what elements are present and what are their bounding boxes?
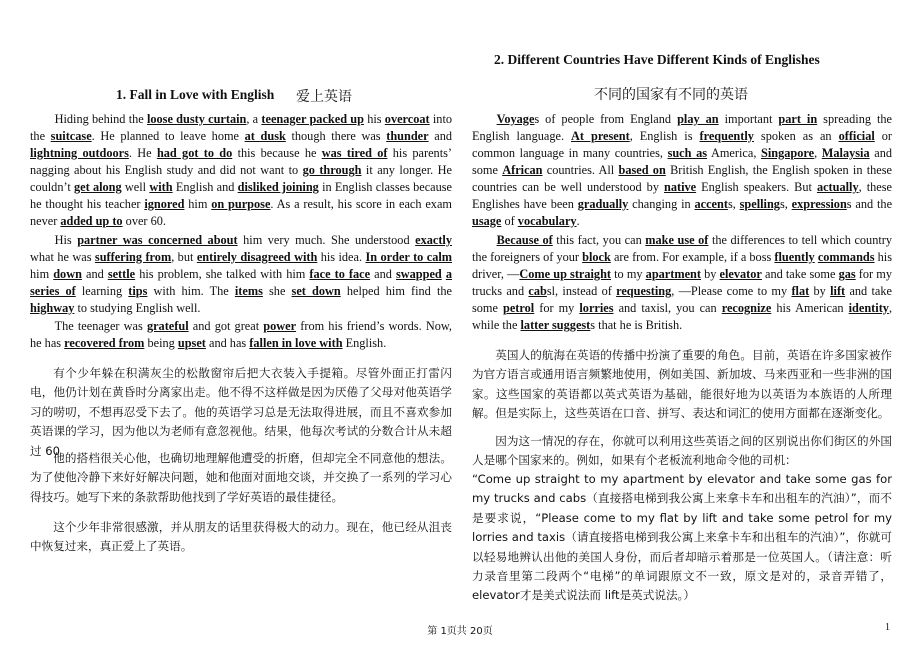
text-run: s, [779,197,792,211]
text-run: or common language in many countries, [472,129,893,160]
text-run: Hiding behind the [54,112,147,126]
text-run: for my trucks and [472,267,892,298]
text-run: sl, instead of [546,284,617,298]
key-phrase: disliked joining [237,180,319,194]
key-phrase: apartment [645,267,701,281]
article-1-translation-3 [30,518,452,557]
key-phrase: upset [177,336,206,350]
key-phrase: thunder [386,129,429,143]
key-phrase: based on [618,163,666,177]
key-phrase: was tired of [321,146,388,160]
key-phrase: go through [302,163,362,177]
key-phrase: recovered from [64,336,145,350]
key-phrase: suffering from [94,250,172,264]
text-run: him [184,197,212,211]
text-run: The teenager was [54,319,147,333]
article-1-title-cn: 爱上英语 [296,90,352,105]
text-run: it any longer. He couldn’t [30,163,452,194]
text-run: what he was [30,250,95,264]
text-run: and [428,129,452,143]
text-run: in English classes because he thought his teacher [30,180,453,211]
key-phrase: usage [472,214,502,228]
text-run: are from. For example, if a boss [610,250,775,264]
key-phrase: part in [778,112,818,126]
text-run: by [809,284,831,298]
text-run: 英国人的航海在英语的传播中扮演了重要的角色。目前，英语在许多国家被作为官方语言或通用语言频繁地使用，例如美国、新加坡、马来西亚和一些非洲的国家。这些国家的英语都以英式英语为基础，能很好地为以英语为本族语的人所理解。但是实际上，这些英语在口音、拼写、表达和词汇的使用方面都在逐渐变化。 [472,348,892,421]
key-phrase: identity [848,301,889,315]
article-2-paragraph-2 [472,232,892,334]
text-run: his idea. [317,250,366,264]
key-phrase: lift [830,284,846,298]
text-run: she [262,284,292,298]
key-phrase: face to face [309,267,371,281]
text-run: , [814,146,822,160]
text-run: English speakers. But [696,180,817,194]
key-phrase: loose dusty curtain [146,112,247,126]
text-run: his American [771,301,849,315]
key-phrase: accent [694,197,728,211]
article-1-paragraph-3 [30,318,452,352]
key-phrase: petrol [503,301,535,315]
text-run: and taxisl, you can [613,301,722,315]
page-footer: 第 1页共 20页 [427,626,493,637]
key-phrase: at dusk [244,129,286,143]
text-run: of [501,214,518,228]
text-run: English. [342,336,387,350]
text-run: from his friend’s words. Now, he has [30,319,453,350]
text-run: s, [727,197,740,211]
text-run: with him. The [147,284,235,298]
text-run: and take some [761,267,839,281]
text-run: s of people from England [534,112,678,126]
key-phrase: entirely disagreed with [196,250,318,264]
page-number: 1 [885,622,890,633]
text-run: spoken as an [753,129,839,143]
text-run: s that he is British. [590,318,683,332]
article-2-title-en: 2. Different Countries Have Different Kinds of Englishes [494,52,820,67]
text-run: over 60. [122,214,166,228]
key-phrase: Because of [496,233,553,247]
key-phrase: play an [677,112,719,126]
text-run: the differences to tell which country the foreigners of your [472,233,893,264]
key-phrase: teenager packed up [261,112,364,126]
text-run: 因为这一情况的存在，你就可以利用这些英语之间的区别说出你们街区的外国人是哪个国家来的。例如，如果有个老板流利地命令他的司机： [472,434,892,468]
text-run: helped him find the [340,284,452,298]
key-phrase: gradually [577,197,629,211]
key-phrase: expression [791,197,847,211]
text-run: , these Englishes have been [472,180,892,211]
key-phrase: commands [817,250,875,264]
key-phrase: cab [528,284,547,298]
text-run: s and the [846,197,893,211]
text-run: and some [472,146,892,177]
key-phrase: block [582,250,611,264]
key-phrase: items [234,284,263,298]
key-phrase: requesting [616,284,672,298]
text-run: and [370,267,396,281]
text-run: this because he [232,146,322,160]
key-phrase: on purpose [211,197,271,211]
text-run: countries. All [542,163,619,177]
text-run: changing in [628,197,695,211]
key-phrase: grateful [146,319,189,333]
article-1-translation-1 [30,364,452,461]
key-phrase: African [502,163,543,177]
key-phrase: settle [107,267,136,281]
key-phrase: set down [291,284,341,298]
key-phrase: ignored [144,197,185,211]
article-2-translation-3 [472,470,892,606]
key-phrase: vocabulary [517,214,577,228]
article-1-translation-2 [30,449,452,507]
key-phrase: lorries [579,301,614,315]
text-run: . He [128,146,157,160]
text-run: and take some [472,284,892,315]
text-run: him very much. She understood [237,233,416,247]
text-run: and [81,267,108,281]
key-phrase: Singapore [761,146,815,160]
text-run: . He planned to leave home [91,129,245,143]
key-phrase: with [149,180,173,194]
text-run: learning [75,284,129,298]
key-phrase: latter suggest [520,318,591,332]
key-phrase: overcoat [384,112,430,126]
key-phrase: flat [791,284,810,298]
text-run: British English, the English spoken in these countries can be well understood by [472,163,893,194]
key-phrase: tips [128,284,148,298]
key-phrase: highway [30,301,75,315]
article-1-paragraph-2 [30,232,452,317]
key-phrase: swapped [395,267,442,281]
text-run: , but [171,250,197,264]
key-phrase: exactly [415,233,452,247]
text-run: 有个少年躲在积满灰尘的松散窗帘后把大衣装入手提箱。尽管外面正打雷闪电，他仍计划在黄昏时分离家出走。他不得不这样做是因为厌倦了父母对他英语学习的唠叨，不想再忍受下去了。他的英语学习总是无法取得进展，而且不喜欢参加英语课的学习，因为他以为老师有意忽视他。结果，他每次考试的分数合计从未超过 60。 [30,366,452,458]
key-phrase: down [53,267,82,281]
key-phrase: In order to calm [365,250,453,264]
text-run: for my [534,301,580,315]
key-phrase: suitcase [50,129,92,143]
article-1-title-en: 1. Fall in Love with English [116,87,275,102]
text-run: his parents’ nagging about his English study and did not want to [30,146,452,177]
key-phrase: frequently [699,129,754,143]
text-run: , English is [629,129,700,143]
article-2-translation-2 [472,432,892,471]
key-phrase: recognize [721,301,772,315]
article-1-paragraph-1 [30,111,452,230]
text-run: “Come up straight to my apartment by elevator and take some gas for my trucks and cabs（直接搭电梯到我公寓上来拿卡车和出租车的汽油）”，而不是要求说，“Please come to my flat by lift and take some petrol for my lorries and taxis（请直接搭电梯到我公寓上来拿卡车和出租车的汽油）”，你就可以轻易地辨认出他的美国人身份，而后者却暗示着那是一位英国人。（请注意：听力录音里第二段两个“电梯”的单词跟原文不一致，原文是对的，录音弄错了，elevator才是美式说法而 lift是英式说法。） [472,472,892,603]
key-phrase: lightning outdoors [30,146,129,160]
article-2-paragraph-1 [472,111,892,230]
key-phrase: spelling [739,197,780,211]
text-run: spreading the English language. [472,112,892,143]
text-run: 他的搭档很关心他，也确切地理解他遭受的折磨，但却完全不同意他的想法。为了使他冷静下来好好解决问题，她和他面对面地交谈，并交换了一系列的学习心得技巧。她写下来的条款帮助他找到了学好英语的最佳捷径。 [30,451,452,504]
key-phrase: fluently [774,250,815,264]
text-run: important [718,112,779,126]
text-run: well [121,180,150,194]
text-run: being [144,336,178,350]
key-phrase: Come up straight [519,267,612,281]
key-phrase: power [263,319,297,333]
text-run: by [701,267,720,281]
text-run: and has [205,336,250,350]
key-phrase: make use of [645,233,709,247]
key-phrase: get along [74,180,122,194]
key-phrase: At present [571,129,630,143]
text-run: and got great [188,319,264,333]
text-run: , while the [472,301,893,332]
text-run: , —Please come to my [671,284,792,298]
text-run: America, [707,146,762,160]
key-phrase: added up to [60,214,123,228]
key-phrase: a series of [30,267,453,298]
key-phrase: Voyage [496,112,535,126]
article-2-title-cn: 不同的国家有不同的英语 [594,88,748,103]
text-run: His [54,233,78,247]
text-run: to my [611,267,646,281]
text-run: his [363,112,385,126]
key-phrase: elevator [719,267,762,281]
text-run: to studying English well. [74,301,201,315]
text-run: English and [172,180,238,194]
text-run: him [30,267,54,281]
key-phrase: partner was concerned about [77,233,238,247]
text-run: his driver, — [472,250,893,281]
text-run: this fact, you can [552,233,646,247]
text-run: , a [246,112,262,126]
text-run: . [576,214,580,228]
key-phrase: gas [838,267,856,281]
key-phrase: official [838,129,875,143]
key-phrase: such as [667,146,708,160]
text-run: 这个少年非常很感激，并从朋友的话里获得极大的动力。现在，他已经从沮丧中恢复过来，真正爱上了英语。 [30,520,452,554]
key-phrase: actually [816,180,859,194]
article-2-translation-1 [472,346,892,424]
text-run: his problem, she talked with him [135,267,310,281]
text-run: . As a result, his score in each exam never [30,197,452,228]
key-phrase: fallen in love with [249,336,343,350]
key-phrase: had got to do [156,146,233,160]
text-run: into the [30,112,453,143]
key-phrase: Malaysia [821,146,870,160]
text-run: though there was [285,129,387,143]
key-phrase: native [664,180,697,194]
